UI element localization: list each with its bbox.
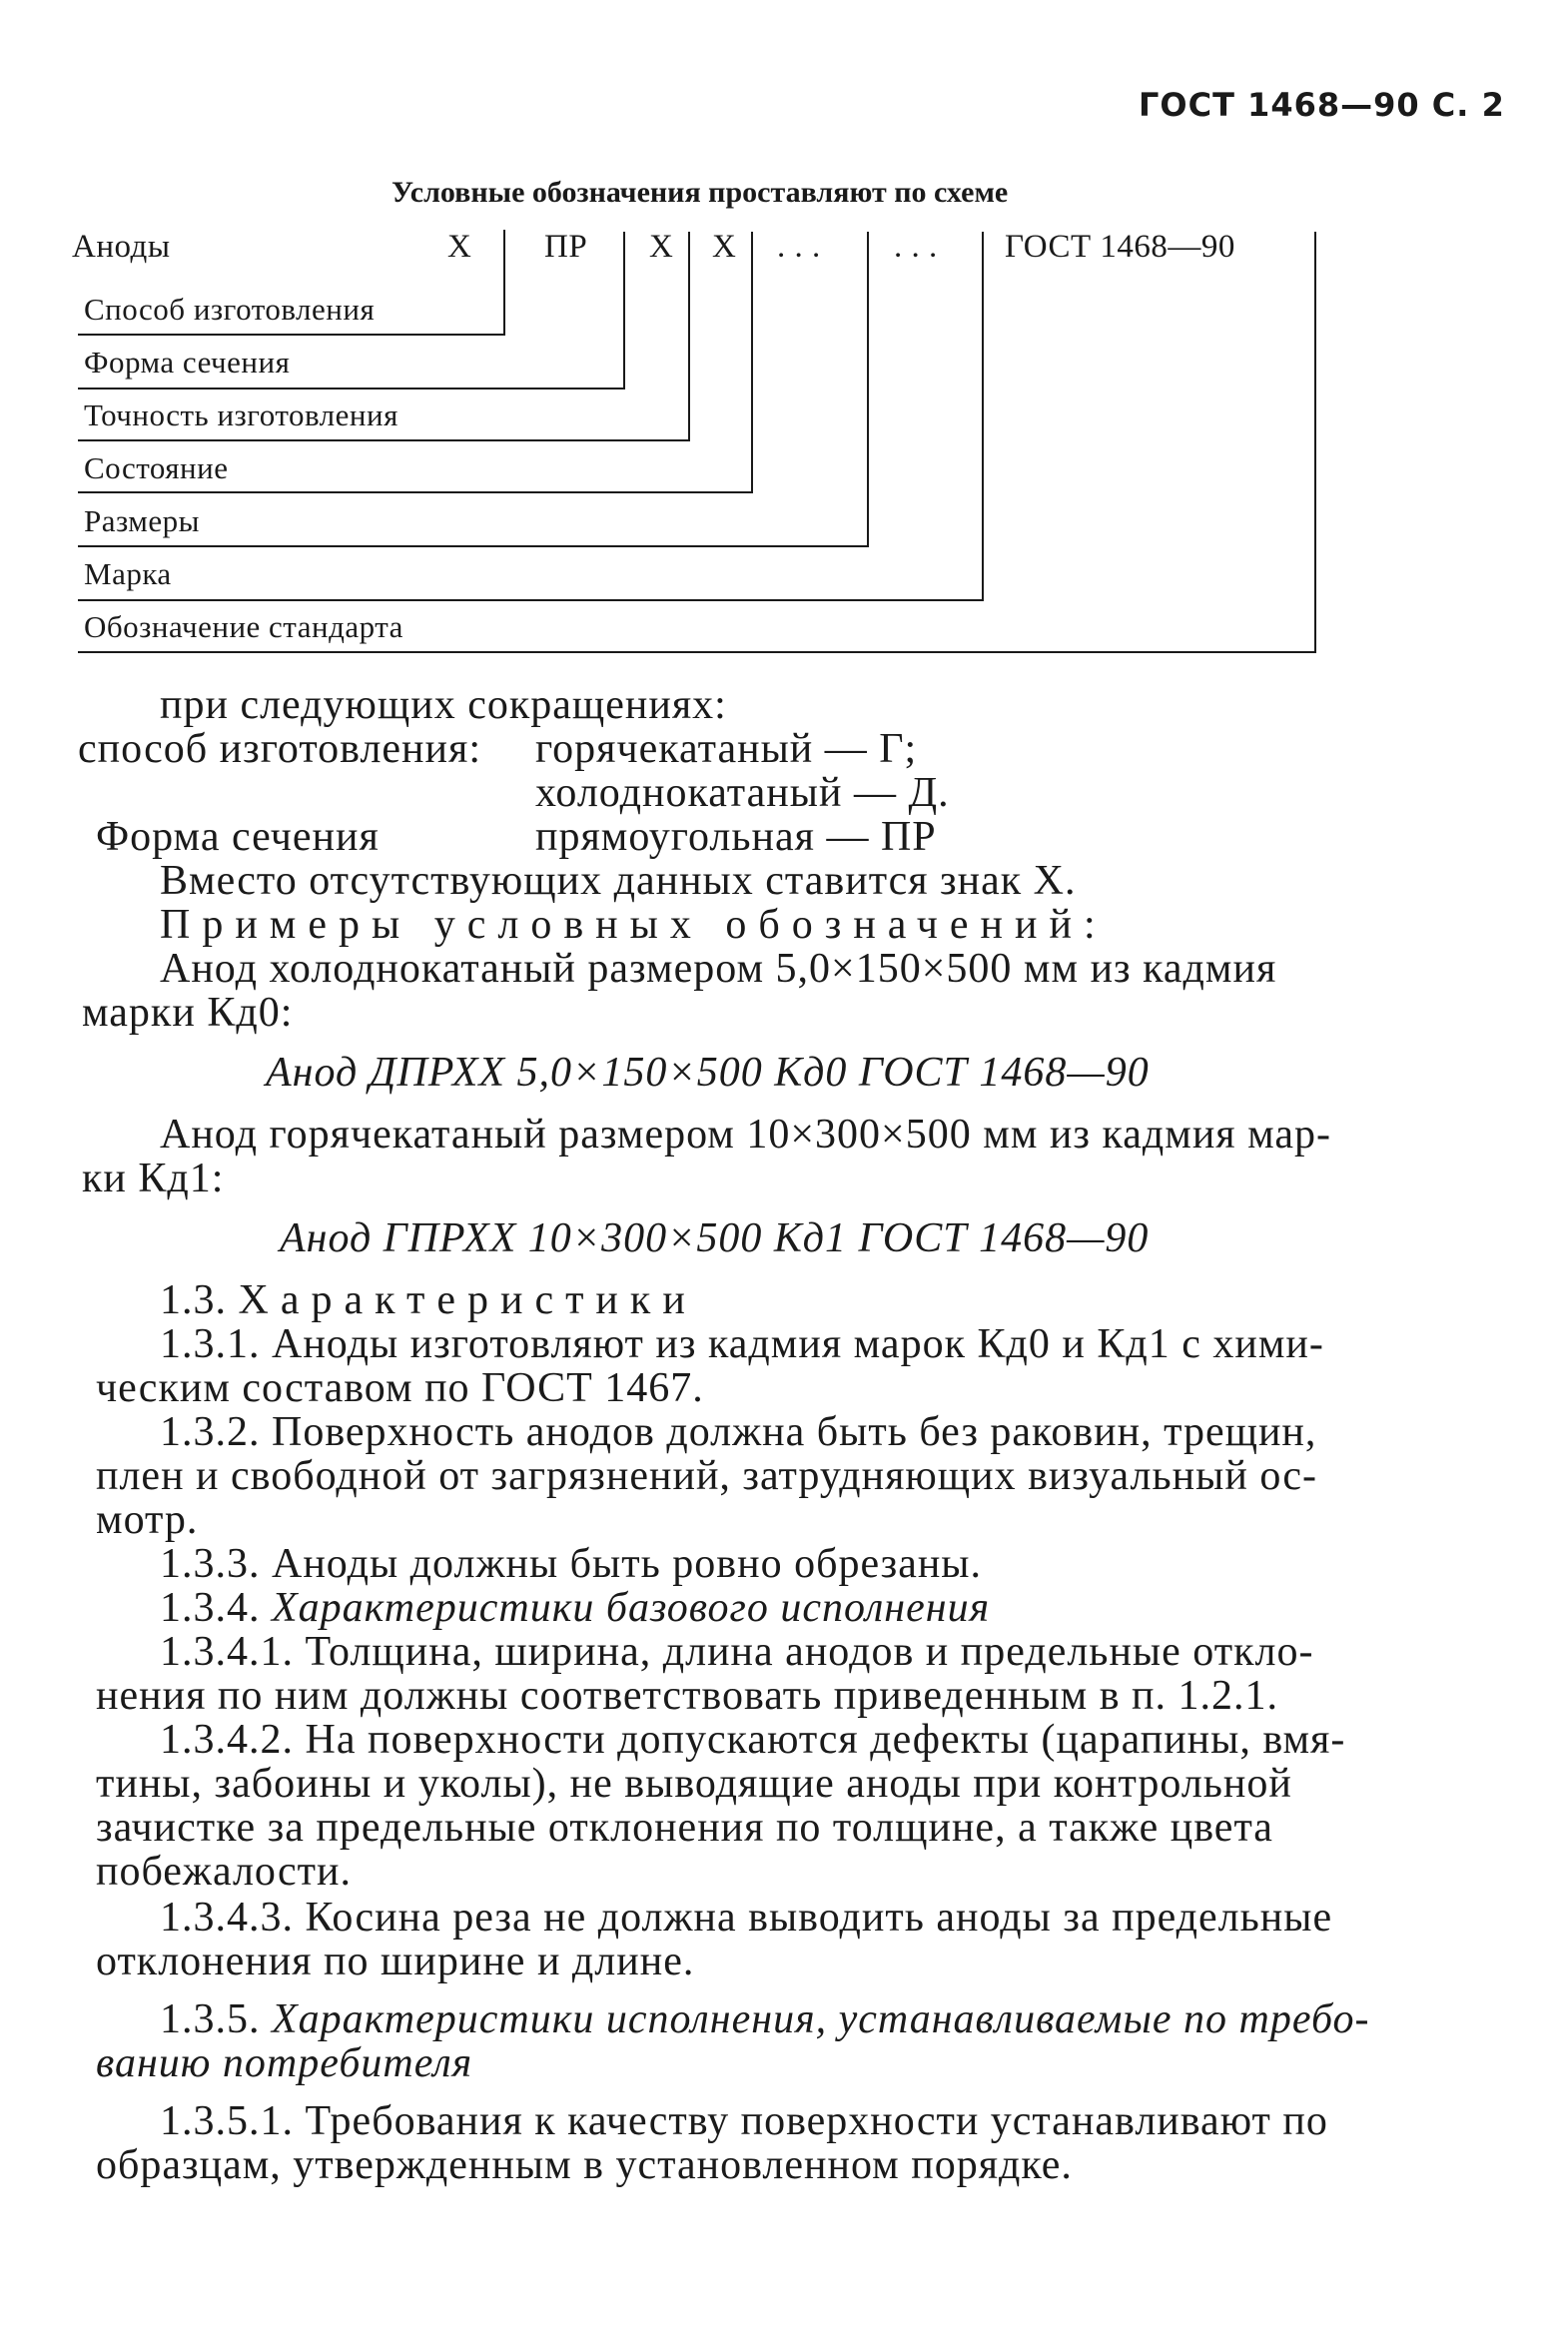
para-132-line1: 1.3.2. Поверхность анодов должна быть без раковин, трещин,	[160, 1409, 1317, 1455]
scheme-hline	[78, 545, 869, 547]
para-135-title-line1: Характеристики исполнения, устанавливаемые по требо-	[272, 1996, 1370, 2042]
scheme-code-accuracy: Х	[649, 229, 674, 265]
scheme-caption: Условные обозначения проставляют по схеме	[392, 176, 1009, 209]
scheme-vline	[1314, 232, 1316, 653]
example1-line2: марки Кд0:	[82, 990, 294, 1036]
scheme-vline	[688, 232, 690, 441]
para-131-line1: 1.3.1. Аноды изготовляют из кадмия марок Кд0 и Кд1 с хими-	[160, 1321, 1324, 1367]
scheme-hline	[78, 388, 625, 390]
para-1351-line2: образцам, утвержденным в установленном порядке.	[96, 2142, 1073, 2188]
abbrev-missing-note: Вместо отсутствующих данных ставится знак Х.	[160, 858, 1077, 904]
para-1341-line1: 1.3.4.1. Толщина, ширина, длина анодов и предельные откло-	[160, 1629, 1314, 1675]
scheme-vline	[867, 232, 869, 547]
para-1342-line2: тины, забоины и уколы), не выводящие аноды при контрольной	[96, 1761, 1292, 1807]
para-132-line3: мотр.	[96, 1497, 199, 1543]
para-134-number: 1.3.4.	[160, 1585, 261, 1631]
scheme-code-grade: . . .	[894, 229, 938, 265]
scheme-code-state: Х	[712, 229, 737, 265]
scheme-label-size: Размеры	[84, 503, 201, 538]
section-13-title: Характеристики	[238, 1277, 697, 1323]
scheme-code-standard: ГОСТ 1468—90	[1005, 229, 1235, 265]
scheme-hline	[78, 491, 753, 493]
scheme-vline	[751, 232, 753, 493]
scheme-hline	[78, 599, 984, 601]
para-131-line2: ческим составом по ГОСТ 1467.	[96, 1365, 704, 1411]
scheme-vline	[982, 232, 984, 601]
page-header: ГОСТ 1468—90 С. 2	[1139, 86, 1505, 124]
example2-line2: ки Кд1:	[82, 1156, 225, 1201]
abbrev-method-label: способ изготовления:	[78, 726, 481, 772]
abbrev-method-hot: горячекатаный — Г;	[535, 726, 918, 772]
scheme-label-accuracy: Точность изготовления	[84, 397, 398, 432]
para-132-line2: плен и свободной от загрязнений, затрудняющих визуальный ос-	[96, 1453, 1318, 1499]
section-13-number: 1.3.	[160, 1277, 227, 1323]
example1-code: Анод ДПРХХ 5,0×150×500 Кд0 ГОСТ 1468—90	[266, 1050, 1150, 1096]
scheme-label-state: Состояние	[84, 450, 229, 485]
scheme-code-method: Х	[447, 229, 472, 265]
abbrev-intro: при следующих сокращениях:	[160, 682, 727, 728]
para-1342-line3: зачистке за предельные отклонения по толщине, а также цвета	[96, 1805, 1273, 1851]
abbrev-shape-label: Форма сечения	[96, 814, 380, 860]
para-1341-line2: нения по ним должны соответствовать приведенным в п. 1.2.1.	[96, 1673, 1278, 1719]
para-135-number: 1.3.5.	[160, 1996, 261, 2042]
abbrev-shape-value: прямоугольная — ПР	[535, 814, 937, 860]
abbrev-method-cold: холоднокатаный — Д.	[535, 770, 950, 816]
scheme-vline	[503, 230, 505, 334]
para-134-heading	[160, 1584, 990, 1632]
scheme-lead: Аноды	[72, 229, 171, 265]
scheme-label-method: Способ изготовления	[84, 292, 376, 327]
scheme-code-size: . . .	[777, 229, 821, 265]
para-135-heading	[160, 1995, 1370, 2043]
example1-line1: Анод холоднокатаный размером 5,0×150×500 мм из кадмия	[160, 946, 1277, 992]
para-1351-line1: 1.3.5.1. Требования к качеству поверхности устанавливают по	[160, 2098, 1328, 2144]
scheme-hline	[78, 334, 505, 336]
scheme-label-shape: Форма сечения	[84, 345, 291, 380]
scheme-label-grade: Марка	[84, 556, 172, 591]
example2-code: Анод ГПРХХ 10×300×500 Кд1 ГОСТ 1468—90	[280, 1215, 1150, 1261]
example2-line1: Анод горячекатаный размером 10×300×500 мм из кадмия мар-	[160, 1112, 1332, 1158]
para-1342-line4: побежалости.	[96, 1849, 352, 1895]
section-13-heading	[160, 1276, 697, 1324]
scheme-label-standard: Обозначение стандарта	[84, 609, 403, 644]
para-1343-line2: отклонения по ширине и длине.	[96, 1939, 695, 1984]
examples-title: Примеры условных обозначений:	[160, 902, 1108, 948]
scheme-vline	[623, 232, 625, 390]
para-135-title-line2: ванию потребителя	[96, 2040, 473, 2086]
scheme-hline	[78, 651, 1316, 653]
para-1343-line1: 1.3.4.3. Косина реза не должна выводить аноды за предельные	[160, 1895, 1333, 1941]
para-134-title: Характеристики базового исполнения	[272, 1585, 991, 1631]
para-133: 1.3.3. Аноды должны быть ровно обрезаны.	[160, 1541, 983, 1587]
scheme-hline	[78, 439, 690, 441]
para-1342-line1: 1.3.4.2. На поверхности допускаются дефекты (царапины, вмя-	[160, 1717, 1346, 1763]
scheme-code-shape: ПР	[544, 229, 588, 265]
